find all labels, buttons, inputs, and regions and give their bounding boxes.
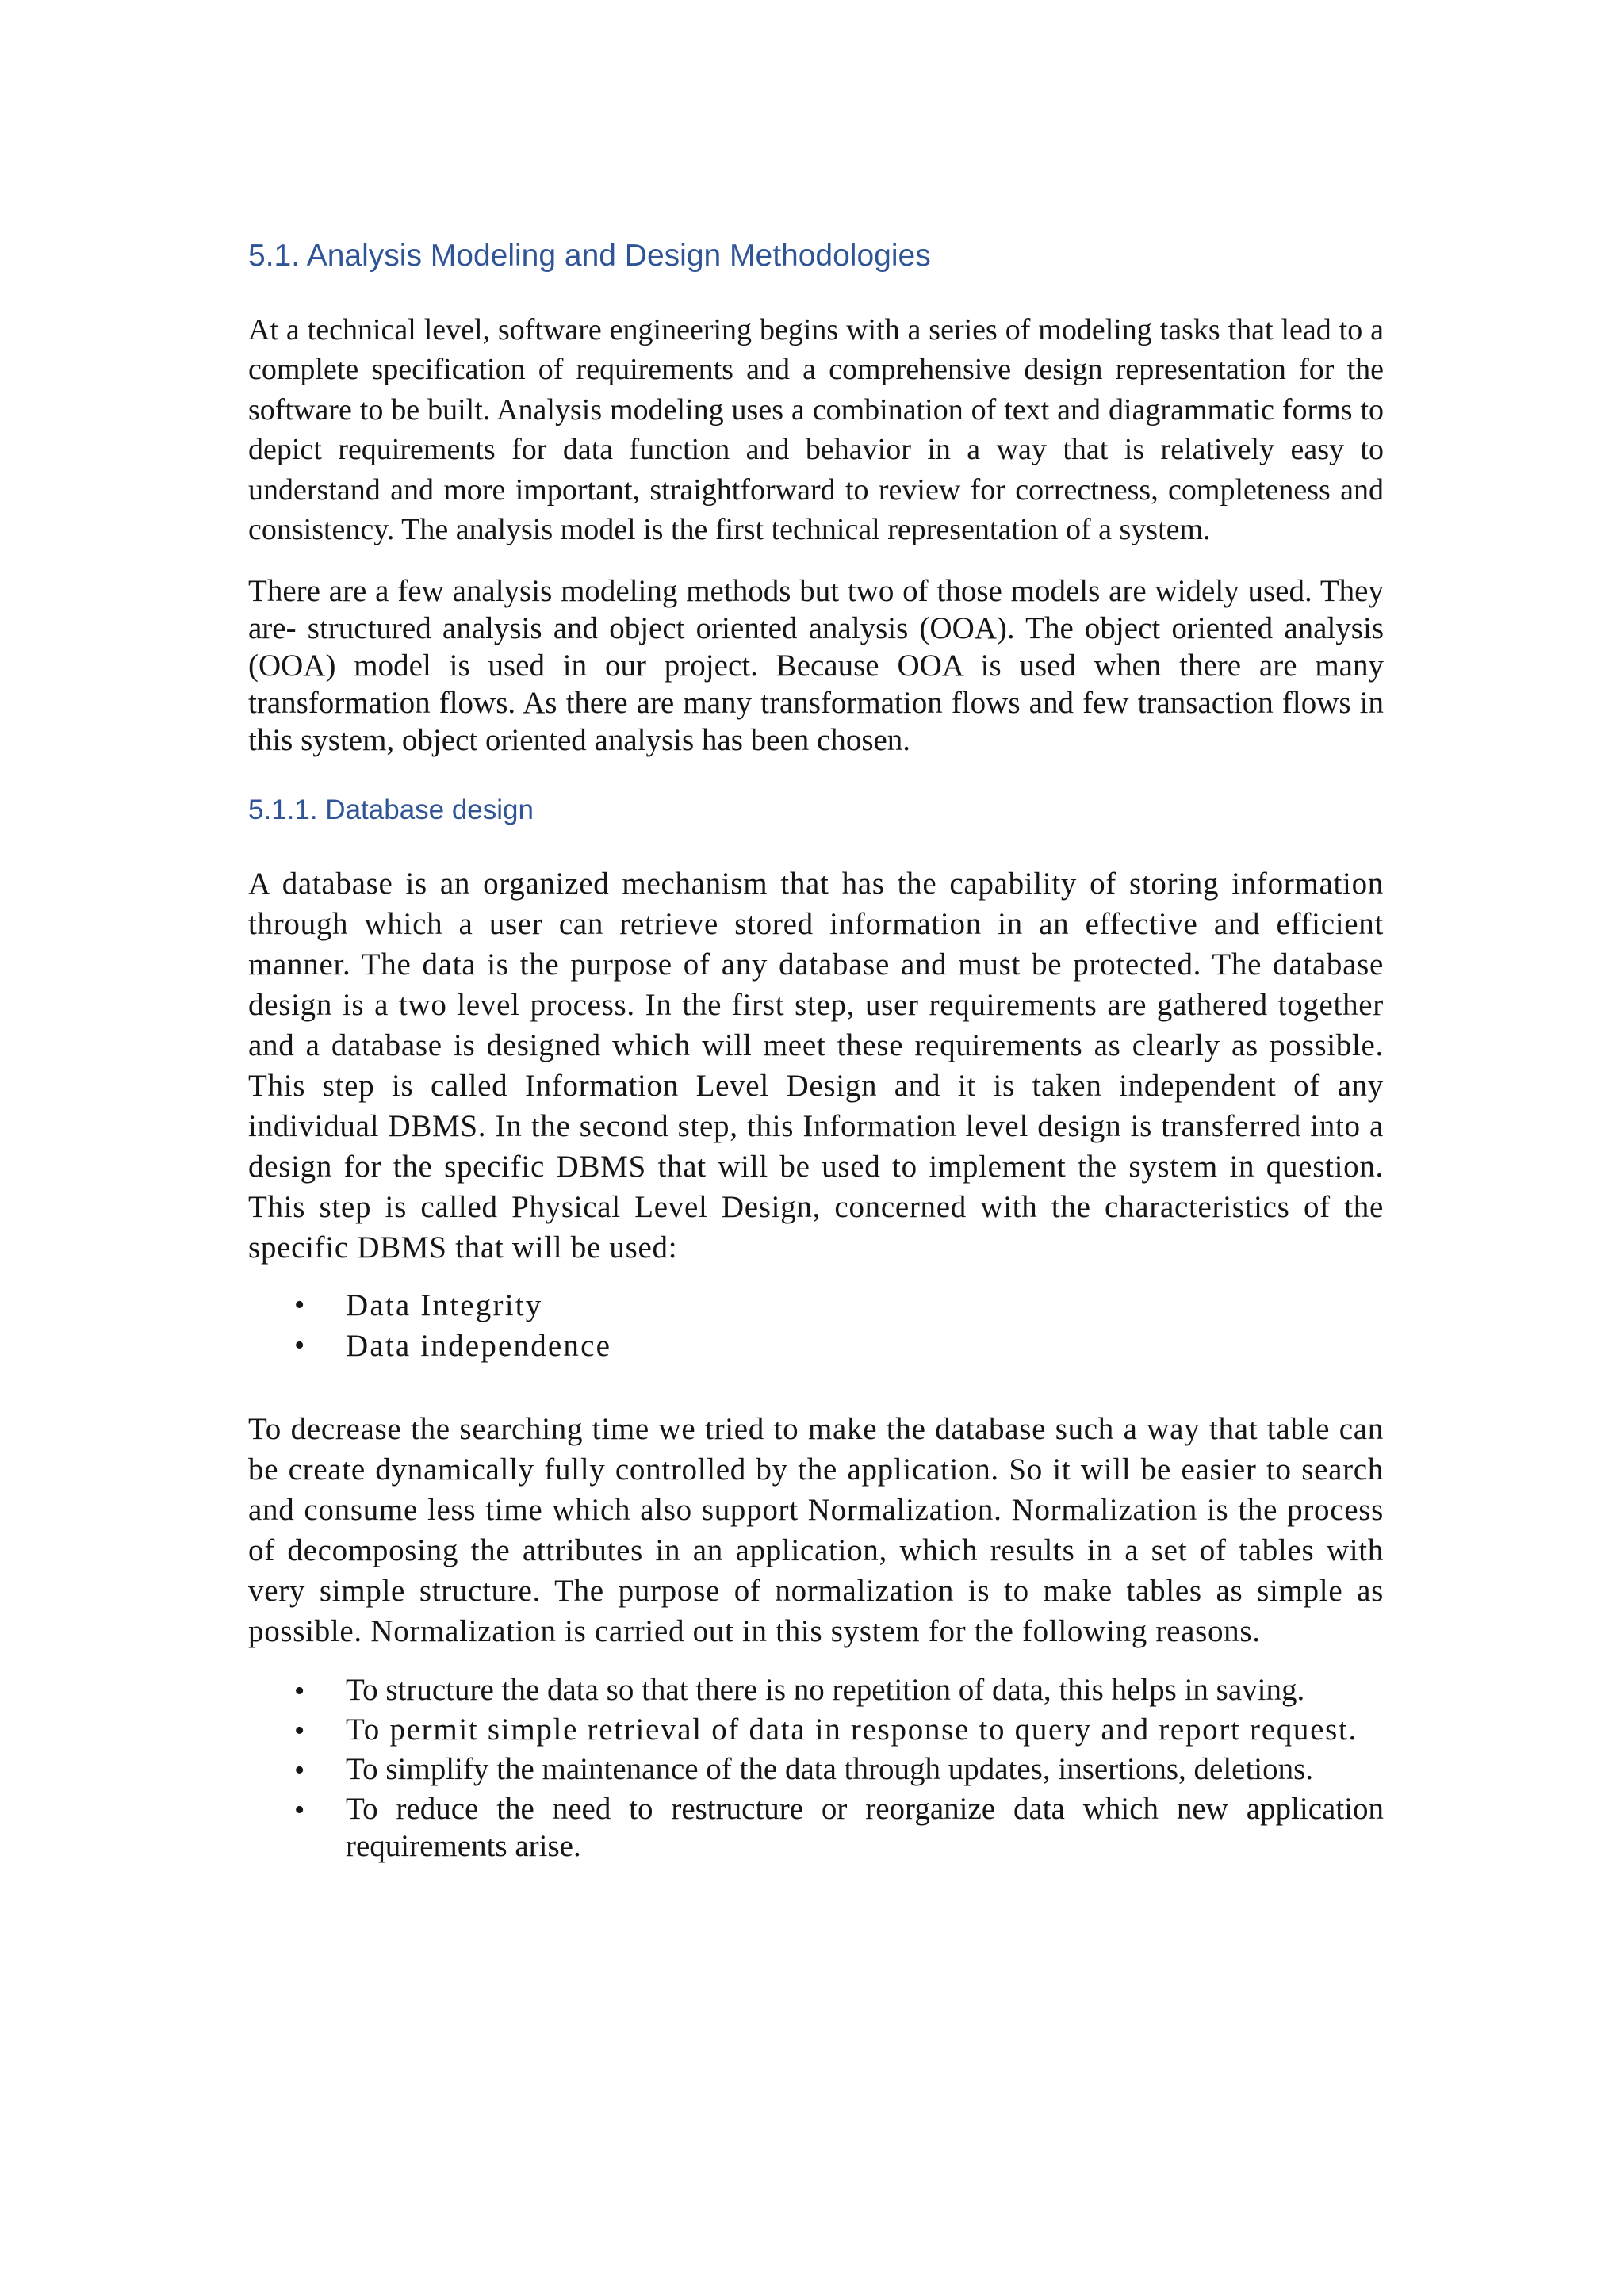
list-item — [248, 1711, 1384, 1748]
bullet-icon: • — [294, 1713, 307, 1747]
paragraph-normalization: To decrease the searching time we tried to make the database such a way that table can be create dynamically fully controlled by the application. So it will be easier to search and consume less time which also support Normalization. Normalization is the process of decomposing the attributes in an application, which results in a set of tables with very simple structure. The purpose of normalization is to make tables as simple as possible. Normalization is carried out in this system for the following reasons. — [248, 1411, 1384, 1648]
bullet-icon: • — [294, 1328, 307, 1362]
paragraph-database-design: A database is an organized mechanism that has the capability of storing information through which a user can retrieve stored information in an effective and efficient manner. The data is the purpose of any database and must be protected. The database design is a two level process. In the first step, user requirements are gathered together and a database is designed which will meet these requirements as clearly as possible. This step is called Information Level Design and it is taken independent of any individual DBMS. In the second step, this Information level design is transferred into a design for the specific DBMS that will be used to implement the system in question. This step is called Physical Level Design, concerned with the characteristics of the specific DBMS that will be used: — [248, 866, 1384, 1265]
document-content — [248, 238, 1384, 1867]
section-heading-analysis-modeling: 5.1. Analysis Modeling and Design Methodologies — [248, 239, 931, 273]
list-item-text: To reduce the need to restructure or reorganize data which new application requirements arise. — [346, 1791, 1384, 1863]
list-item-text: To structure the data so that there is no repetition of data, this helps in saving. — [346, 1672, 1305, 1707]
list-item — [248, 1285, 1384, 1326]
paragraph-analysis-modeling: At a technical level, software engineering begins with a series of modeling tasks that lead to a complete specification of requirements and a comprehensive design representation for the software to be built. Analysis modeling uses a combination of text and diagrammatic forms to depict requirements for data function and behavior in a way that is relatively easy to understand and more important, straightforward to review for correctness, completeness and consistency. The analysis model is the first technical representation of a system. — [248, 312, 1384, 547]
list-item — [248, 1671, 1384, 1709]
normalization-reasons-list — [248, 1671, 1384, 1865]
list-item-text: To simplify the maintenance of the data through updates, insertions, deletions. — [346, 1751, 1314, 1786]
database-characteristics-list — [248, 1285, 1384, 1366]
bullet-icon: • — [294, 1288, 307, 1322]
list-item-text: Data independence — [346, 1328, 612, 1363]
paragraph-analysis-methods: There are a few analysis modeling methods but two of those models are widely used. They are- structured analysis and object oriented analysis (OOA). The object oriented analysis (OOA) model is used in our project. Because OOA is used when there are many transformation flows. As there are many transformation flows and few transaction flows in this system, object oriented analysis has been chosen. — [248, 573, 1384, 757]
bullet-icon: • — [294, 1674, 305, 1708]
list-item — [248, 1326, 1384, 1366]
subsection-heading-database-design: 5.1.1. Database design — [248, 794, 534, 825]
list-item-text: To permit simple retrieval of data in response to query and report request. — [346, 1712, 1358, 1747]
bullet-icon: • — [294, 1753, 305, 1787]
bullet-icon: • — [294, 1793, 305, 1827]
list-item — [248, 1751, 1384, 1788]
list-item-text: Data Integrity — [346, 1288, 543, 1322]
list-item — [248, 1790, 1384, 1865]
